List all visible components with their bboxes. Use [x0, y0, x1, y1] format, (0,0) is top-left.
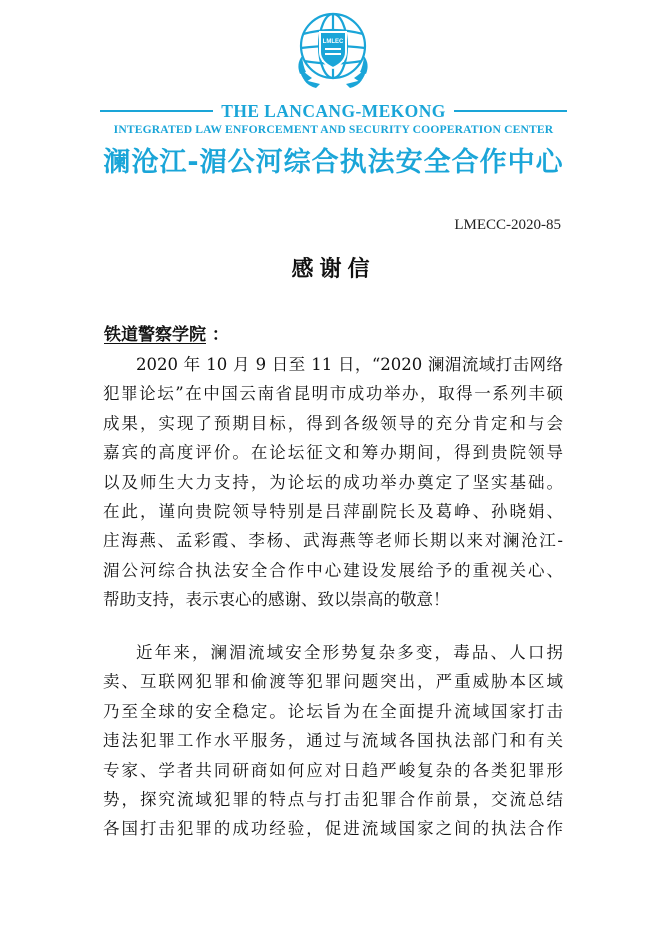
- paragraph-1: [103, 350, 563, 615]
- left-title-rule: [100, 110, 213, 112]
- letter-title: 感谢信: [291, 256, 376, 282]
- chinese-title: 澜沧江-湄公河综合执法安全合作中心: [103, 147, 564, 178]
- paragraph-line: 乃至全球的安全稳定。论坛旨为在全面提升流域国家打击: [103, 701, 563, 721]
- paragraph-line: 近年来，澜湄流域安全形势复杂多变，毒品、人口拐: [136, 643, 563, 662]
- globe-shield-emblem-icon: [294, 8, 372, 90]
- paragraph-line: 势，探究流域犯罪的特点与打击犯罪合作前景，交流总结: [103, 790, 563, 810]
- paragraph-line: 帮助支持，表示衷心的感谢、致以崇高的敬意！: [103, 590, 450, 610]
- paragraph-line: 湄公河综合执法安全合作中心建设发展给予的重视关心、: [103, 560, 563, 580]
- english-subtitle: INTEGRATED LAW ENFORCEMENT AND SECURITY COOPERATION CENTER: [113, 123, 554, 136]
- paragraph-line: 卖、互联网犯罪和偷渡等犯罪问题突出，严重威胁本区域: [103, 672, 563, 692]
- salutation-colon: ：: [211, 325, 229, 345]
- paragraph-line: 在此，谨向贵院领导特别是吕萍副院长及葛峥、孙晓娟、: [103, 502, 563, 522]
- paragraph-2: [103, 638, 563, 844]
- paragraph-line: 各国打击犯罪的成功经验，促进流域国家之间的执法合作: [103, 819, 563, 839]
- paragraph-line: 成果，实现了预期目标，得到各级领导的充分肯定和与会: [103, 413, 563, 433]
- paragraph-line: 专家、学者共同研商如何应对日趋严峻复杂的各类犯罪形: [103, 760, 563, 780]
- logo-text: LMLEC: [322, 39, 344, 45]
- paragraph-line: 2020 年 10 月 9 日至 11 日，“2020 澜湄流域打击网络: [136, 355, 563, 374]
- recipient-name: 铁道警察学院: [104, 325, 206, 345]
- paragraph-line: 犯罪论坛”在中国云南省昆明市成功举办，取得一系列丰硕: [103, 384, 563, 404]
- salutation: [104, 320, 229, 345]
- paragraph-line: 嘉宾的高度评价。在论坛征文和筹办期间，得到贵院领导: [103, 443, 563, 463]
- right-title-rule: [454, 110, 567, 112]
- header-english-title-row: [100, 100, 567, 122]
- paragraph-line: 违法犯罪工作水平服务，通过与流域各国执法部门和有关: [103, 731, 563, 751]
- paragraph-line: 庄海燕、孟彩霞、李杨、武海燕等老师长期以来对澜沧江-: [103, 531, 563, 551]
- document-number: LMECC-2020-85: [454, 217, 561, 233]
- english-title: THE LANCANG-MEKONG: [221, 100, 446, 121]
- paragraph-line: 以及师生大力支持，为论坛的成功举办奠定了坚实基础。: [103, 472, 563, 492]
